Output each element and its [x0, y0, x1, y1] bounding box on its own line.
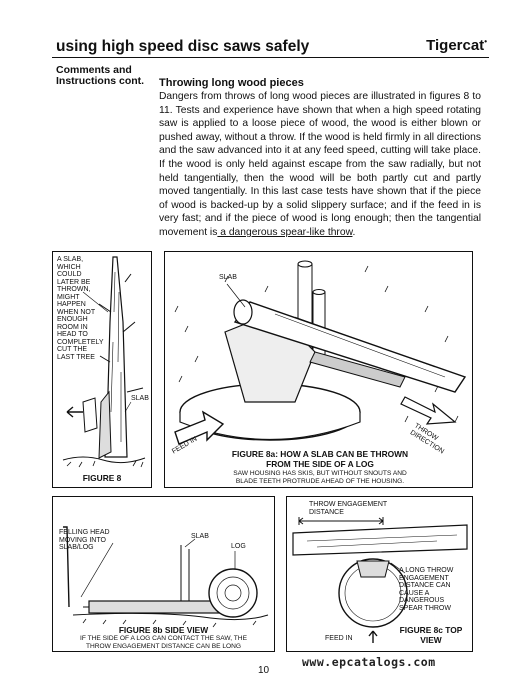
- section-body: [159, 90, 481, 240]
- figure-8-slab-label: SLAB: [131, 395, 149, 402]
- page-header-title: using high speed disc saws safely: [56, 38, 310, 55]
- figure-8-caption: FIGURE 8: [82, 473, 122, 483]
- figure-8c-caption: FIGURE 8c TOP VIEW: [399, 625, 463, 645]
- brand-mark: •: [484, 37, 487, 46]
- figure-8a-subcaption: SAW HOUSING HAS SKIS, BUT WITHOUT SNOUTS AND BLADE TEETH PROTRUDE AHEAD OF THE HOUSING.: [233, 470, 407, 485]
- figure-8b-log-label: LOG: [231, 543, 246, 550]
- body-underlined-text: a dangerous spear-like throw: [217, 226, 353, 238]
- figure-8-panel: [52, 251, 152, 488]
- sidebar-label: Comments and Instructions cont.: [56, 64, 145, 87]
- figure-8b-subcaption: IF THE SIDE OF A LOG CAN CONTACT THE SAW, THE THROW ENGAGEMENT DISTANCE CAN BE LONG: [80, 635, 247, 650]
- figure-8c-feed-label: FEED IN: [325, 635, 353, 642]
- watermark: www.epcatalogs.com: [302, 655, 436, 669]
- figure-8a-caption: FIGURE 8a: HOW A SLAB CAN BE THROWN FROM THE SIDE OF A LOG: [231, 449, 409, 469]
- figure-8a-throw-label: THROW DIRECTION: [408, 422, 446, 456]
- figure-8c-panel: [286, 496, 473, 652]
- figure-8a-slab-label: SLAB: [219, 274, 237, 281]
- figure-8b-head-label: FELLING HEAD MOVING INTO SLAB/LOG: [59, 529, 110, 551]
- brand-name: Tigercat: [426, 37, 485, 54]
- figure-8c-distance-label: THROW ENGAGEMENT DISTANCE: [309, 501, 388, 516]
- figure-8-note: A SLAB, WHICH COULD LATER BE THROWN, MIGHT HAPPEN WHEN NOT ENOUGH ROOM IN HEAD TO COMPLETELY CUT THE LAST TREE: [57, 256, 104, 361]
- figure-8b-panel: [52, 496, 275, 652]
- body-end-text: .: [352, 226, 356, 238]
- figure-8b-caption: FIGURE 8b SIDE VIEW: [118, 625, 209, 635]
- figure-8b-slab-label: SLAB: [191, 533, 209, 540]
- figure-8a-feed-label: FEED IN: [170, 435, 199, 456]
- body-main-text: Dangers from throws of long wood pieces are illustrated in figures 8 to 11. Tests and experience have shown that when a high speed rotating saw is applied to a loose piece of wood, the wood is either blown or pushed away, without a throw. If the wood is held firmly in all directions and the saw advanced into it at any feed speed, cutting will take place. If the wood is only held against escape from the saw radially, but not held tangentially, then the wood will be both partly cut and partly moved tangentially. In this last case tests have shown that if the piece of wood is backed-up by a solid slippery surface; and if the feed in is very fast; and if the piece of wood is long enough; then the tangential movement is: [159, 91, 481, 238]
- section-title: Throwing long wood pieces: [159, 77, 304, 89]
- figure-8c-note: A LONG THROW ENGAGEMENT DISTANCE CAN CAUSE A DANGEROUS SPEAR THROW: [399, 567, 454, 612]
- brand-logo: [426, 37, 487, 54]
- figure-8a-panel: [164, 251, 473, 488]
- header-rule: [52, 57, 489, 58]
- page-number: 10: [258, 665, 270, 676]
